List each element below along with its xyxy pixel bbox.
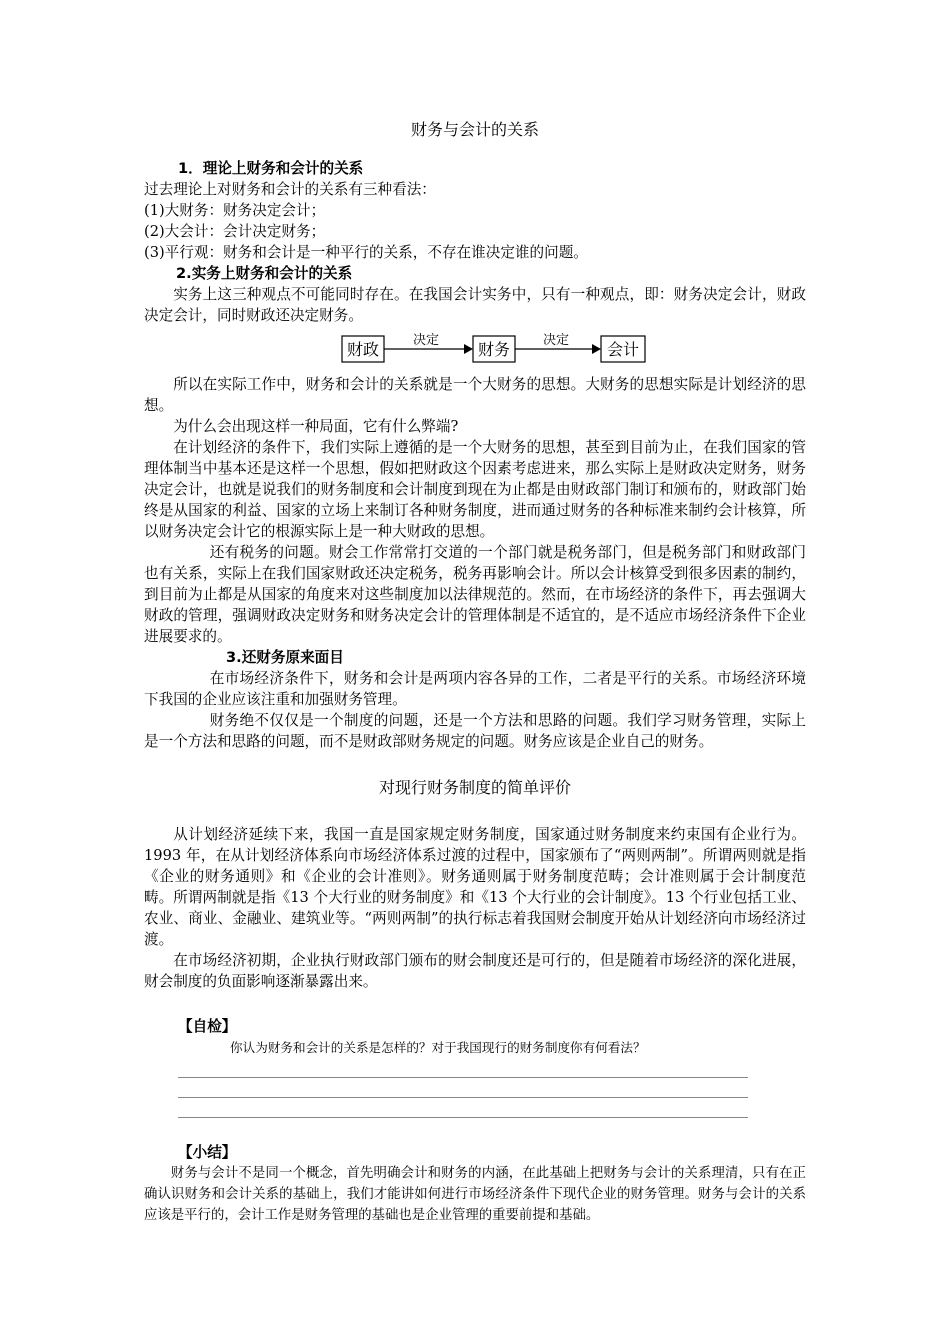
page-title: 财务与会计的关系	[410, 120, 539, 139]
section1-line: (1)大财务：财务决定会计；	[144, 202, 326, 219]
paragraph: 所以在实际工作中，财务和会计的关系就是一个大财务的思想。大财务的思想实际是计划经济的思想。	[144, 376, 806, 414]
selfcheck-heading: 【自检】	[178, 1018, 237, 1035]
answer-line[interactable]	[178, 1078, 748, 1098]
section1-line: (2)大会计：会计决定财务；	[144, 223, 326, 240]
paragraph: 为什么会出现这样一种局面，它有什么弊端?	[173, 418, 459, 435]
summary-heading: 【小结】	[178, 1144, 237, 1161]
answer-line[interactable]	[178, 1098, 748, 1118]
answer-line[interactable]	[178, 1058, 748, 1078]
paragraph: 在计划经济的条件下，我们实际上遵循的是一个大财务的思想，甚至到目前为止，在我们国家的管理体制当中基本还是这样一个思想，假如把财政这个因素考虑进来，那么实际上是财政决定财务，财务决定会计，也就是说我们的财务制度和会计制度到现在为止都是由财政部门制订和颁布的，财政部门始终是从国家的利益、国家的立场上来制订各种财务制度，进而通过财务的各种标准来制约会计核算，所以财务决定会计它的根源实际上是一种大财政的思想。	[144, 439, 806, 540]
paragraph: 从计划经济延续下来，我国一直是国家规定财务制度，国家通过财务制度来约束国有企业行为。1993 年，在从计划经济体系向市场经济体系过渡的过程中，国家颁布了“两则两制”。所谓两则就是指《企业的财务通则》和《企业的会计准则》。财务通则属于财务制度范畴；会计准则属于会计制度范畴。所谓两制就是指《13 个大行业的财务制度》和《13 个大行业的会计制度》。13 个行业包括工业、农业、商业、金融业、建筑业等。“两则两制”的执行标志着我国财会制度开始从计划经济向市场经济过渡。	[144, 826, 806, 948]
document-page	[144, 118, 806, 1226]
arrow-head-icon	[464, 344, 473, 354]
diagram-box-label: 财务	[477, 340, 511, 359]
relation-diagram	[144, 330, 806, 370]
section2-heading: 2.实务上财务和会计的关系	[176, 265, 353, 282]
diagram-arrow-label: 决定	[412, 333, 440, 348]
section1-line: 过去理论上对财务和会计的关系有三种看法：	[144, 181, 436, 198]
section1-line: (3)平行观：财务和会计是一种平行的关系，不存在谁决定谁的问题。	[144, 244, 588, 261]
diagram-svg	[340, 330, 650, 366]
section3-heading: 3.还财务原来面目	[226, 649, 344, 666]
paragraph: 还有税务的问题。财会工作常常打交道的一个部门就是税务部门，但是税务部门和财政部门也有关系，实际上在我们国家财政还决定税务，税务再影响会计。所以会计核算受到很多因素的制约，到目前为止都是从国家的角度来对这些制度加以法律规范的。然而，在市场经济的条件下，再去强调大财政的管理，强调财政决定财务和财务决定会计的管理体制是不适宜的，是不适应市场经济条件下企业进展要求的。	[144, 544, 806, 645]
paragraph: 实务上这三种观点不可能同时存在。在我国会计实务中，只有一种观点，即：财务决定会计，财政决定会计，同时财政还决定财务。	[144, 286, 806, 324]
paragraph: 在市场经济初期，企业执行财政部门颁布的财会制度还是可行的，但是随着市场经济的深化进展，财会制度的负面影响逐渐暴露出来。	[144, 952, 806, 990]
paragraph: 财务绝不仅仅是一个制度的问题，还是一个方法和思路的问题。我们学习财务管理，实际上是一个方法和思路的问题，而不是财政部财务规定的问题。财务应该是企业自己的财务。	[144, 712, 806, 750]
section1-heading: 1．理论上财务和会计的关系	[178, 160, 364, 177]
diagram-arrow-label: 决定	[542, 333, 570, 348]
diagram-box-label: 财政	[346, 340, 380, 359]
diagram-box-label: 会计	[606, 340, 640, 359]
summary-text: 财务与会计不是同一个概念，首先明确会计和财务的内涵，在此基础上把财务与会计的关系理清，只有在正确认识财务和会计关系的基础上，我们才能讲如何进行市场经济条件下现代企业的财务管理。财务与会计的关系应该是平行的，会计工作是财务管理的基础也是企业管理的重要前提和基础。	[144, 1166, 806, 1223]
paragraph: 在市场经济条件下，财务和会计是两项内容各异的工作，二者是平行的关系。市场经济环境下我国的企业应该注重和加强财务管理。	[144, 670, 806, 708]
selfcheck-question: 你认为财务和会计的关系是怎样的？对于我国现行的财务制度你有何看法？	[230, 1040, 646, 1055]
section-title: 对现行财务制度的简单评价	[378, 778, 571, 797]
arrow-head-icon	[592, 344, 601, 354]
